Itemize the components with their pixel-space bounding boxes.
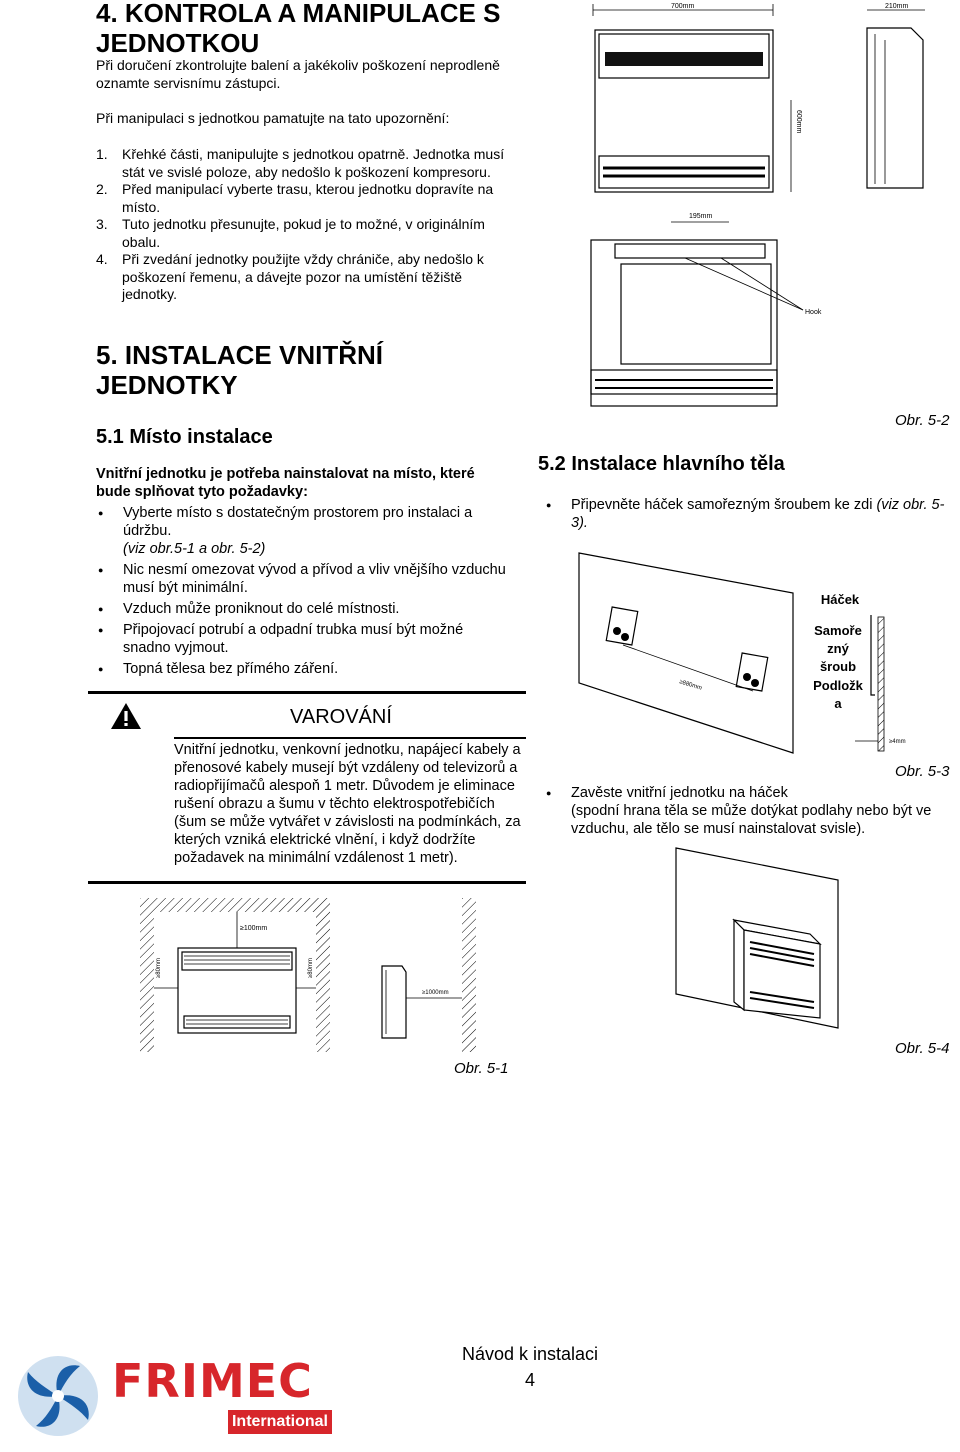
list-item: 2. Před manipulací vyberte trasu, kterou jednotku dopravíte na místo. [96,181,494,215]
dim-height: 600mm [795,110,802,134]
list-item: 4. Při zvedání jednotky použijte vždy chrániče, aby nedošlo k poškození řemenu, a dávejte pozor na umístění těžiště jednotky. [96,251,484,302]
frimec-logo [12,1348,332,1440]
figure-5-1-clearance-drawing [140,898,476,1053]
warning-top-rule [88,691,526,694]
section5-title: 5. INSTALACE VNITŘNÍ JEDNOTKY [96,340,383,400]
brand-name: FRIMEC [112,1354,313,1408]
list-item: 3. Tuto jednotku přesunujte, pokud je to možné, v originálním obalu. [96,216,485,250]
list-item: ● Připevněte háček samořezným šroubem ke zdi (viz obr. 5-3). [544,496,954,532]
figure-5-2-caption: Obr. 5-2 [895,412,950,429]
list-item: ● Zavěste vnitřní jednotku na háček (spodní hrana těla se může dotýkat podlahy nebo být ve vzduchu, ale tělo se musí nainstalovat svisle). [544,784,956,838]
dim-left: ≥80mm [156,958,162,978]
fan-logo-icon [12,1352,104,1440]
figure-5-4-hanging-drawing [672,842,842,1030]
list-item: ● Vzduch může proniknout do celé místnosti. [96,600,506,618]
label-screw: Samoře zný šroub [814,623,862,674]
dim-hook-spacing: 195mm [689,213,713,220]
list-item: ● Připojovací potrubí a odpadní trubka musí být možné snadno vyjmout. [96,621,506,657]
dim-hook-distance: ≥880mm [678,679,703,692]
list-item: 1. Křehké části, manipulujte s jednotkou opatrně. Jednotka musí stát ve svislé poloze, aby nedošlo k poškození kompresoru. [96,146,505,180]
label-washer: Podložk a [813,678,863,711]
warning-bottom-rule [88,881,526,884]
brand-sub: International [231,1413,328,1430]
warning-icon [110,702,142,730]
subsection-5-1-title: 5.1 Místo instalace [96,426,273,448]
section4-intro: Při doručení zkontrolujte balení a jakékoliv poškození neprodleně oznamte servisnímu zástupci. [96,57,500,91]
warning-text: Vnitřní jednotku, venkovní jednotku, napájecí kabely a přenosové kabely musejí být vzdáleny od televizorů a radiopřijímačů alespoň 1 metr. Důvodem je eliminace rušení obrazu a šumu v těchto elektrospotřebičích (šum se může vytvářet v závislosti na podmínkách, za kterých vzniká elektrické vlnění, i když dodržíte požadavek na minimální vzdálenost 1 metr). [174,742,521,866]
subsection-5-1-lead: Vnitřní jednotku je potřeba nainstalovat na místo, které bude splňovat tyto požadavky: [96,466,475,500]
warning-title: VAROVÁNÍ [290,706,392,728]
section4-title: 4. KONTROLA A MANIPULACE S JEDNOTKOU [96,0,501,58]
dim-top: ≥100mm [240,925,268,932]
label-hook: Háček [820,592,860,607]
requirements-list [96,504,506,681]
dim-front: ≥1000mm [422,990,449,996]
list-item: ● Topná tělesa bez přímého záření. [96,660,506,678]
warning-mid-rule [174,737,526,739]
figure-5-4-caption: Obr. 5-4 [895,1040,950,1057]
footer-doc-title: Návod k instalaci [461,1344,599,1364]
dim-wall-gap: ≥4mm [889,739,906,745]
figure-5-3-caption: Obr. 5-3 [895,763,950,780]
hook-label: Hook [805,309,822,316]
subsection-5-2-title: 5.2 Instalace hlavního těla [538,453,785,475]
handling-steps [96,146,516,304]
list-item: ● Vyberte místo s dostatečným prostorem pro instalaci a údržbu. (viz obr.5-1 a obr. 5-2) [96,504,506,558]
figure-5-2-dimension-drawing [585,0,955,410]
dim-width: 700mm [671,3,695,10]
figure-5-1-caption: Obr. 5-1 [454,1060,509,1077]
footer-page-number: 4 [524,1370,535,1390]
mount-steps-1 [544,496,954,535]
figure-5-3-hook-drawing [575,545,920,755]
section4-lead: Při manipulaci s jednotkou pamatujte na tato upozornění: [96,110,450,126]
list-item: ● Nic nesmí omezovat vývod a přívod a vliv vnějšího vzduchu musí být minimální. [96,561,506,597]
dim-right: ≥80mm [308,958,314,978]
dim-depth: 210mm [885,3,909,10]
mount-steps-2 [544,784,956,841]
